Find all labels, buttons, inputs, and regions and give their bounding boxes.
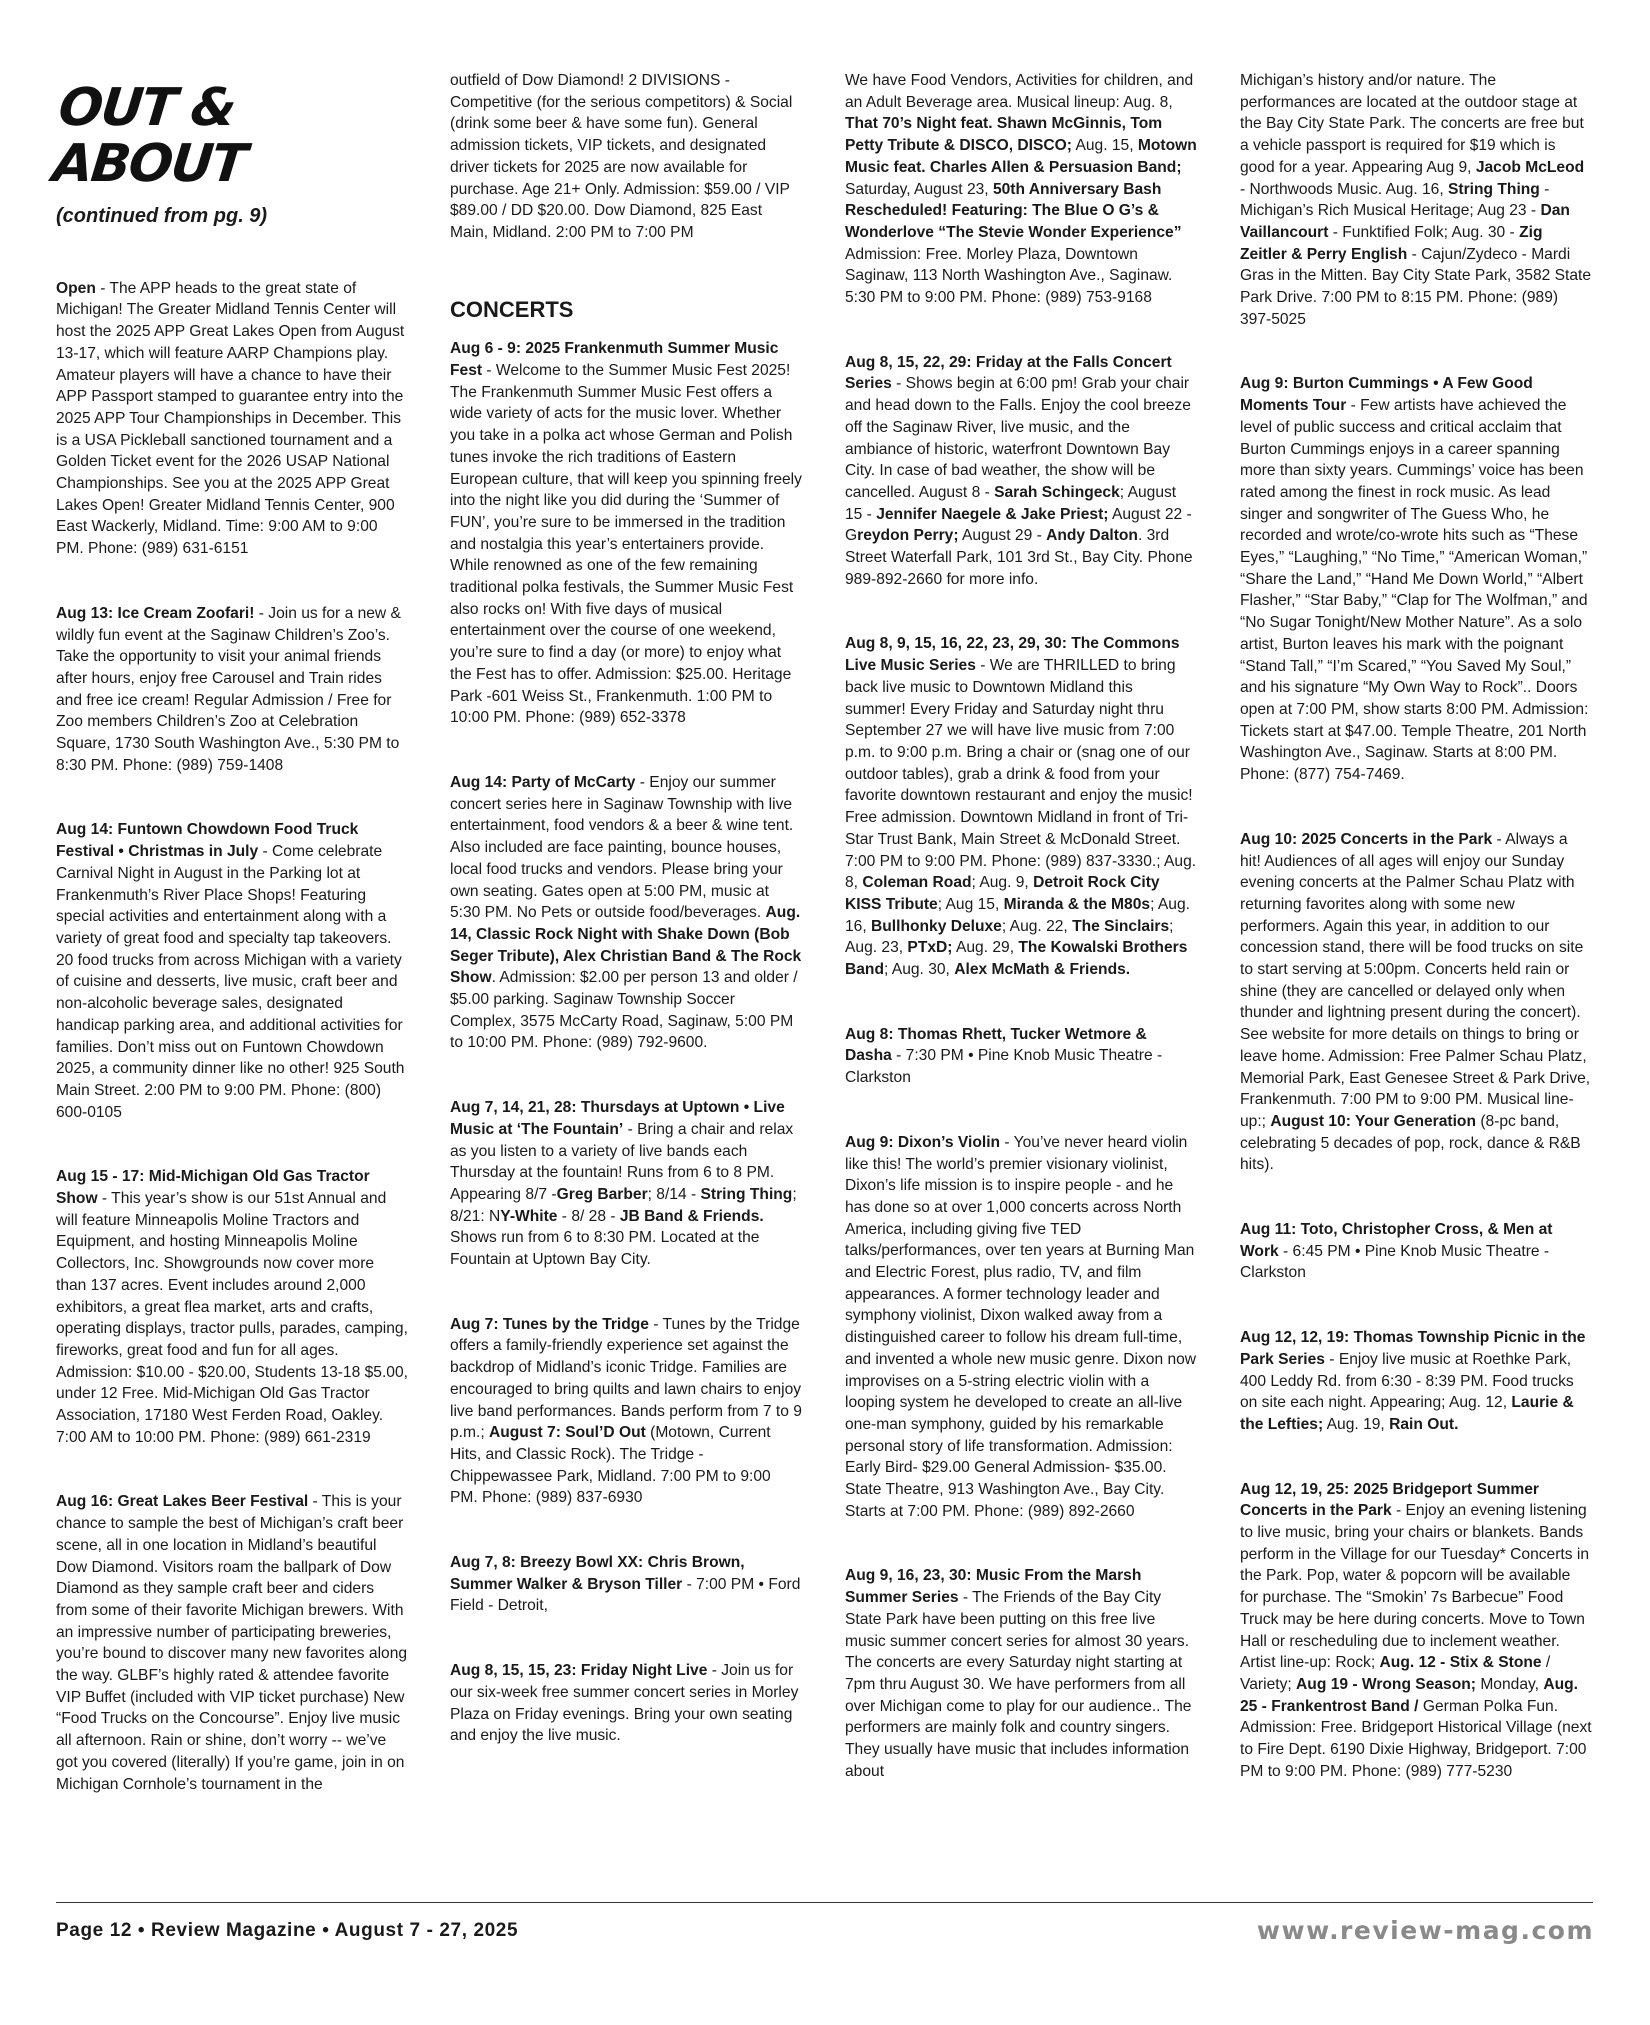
page-footer-info: Page 12 • Review Magazine • August 7 - 27, 2025 (56, 1920, 519, 1941)
event-title: That 70’s Night feat. Shawn McGinnis, Tom Petty Tribute & DISCO, DISCO; (845, 115, 1163, 155)
event-text: - 6:45 PM • Pine Knob Music Theatre - Clarkston (1240, 1242, 1550, 1282)
event-text: - Cajun/Zydeco - Mardi Gras in the Mitten. Bay City State Park, 3582 State Park Drive. 7:00 PM to 8:15 PM. Phone: (989) 397-5025 (1240, 245, 1592, 328)
event-title: Aug 19 - Wrong Season; (1296, 1676, 1476, 1693)
event-entry (845, 633, 1197, 980)
column-3 (845, 70, 1197, 1826)
event-entry (1240, 1327, 1592, 1436)
event-text: ; Aug. 9, (971, 874, 1034, 892)
event-text: (Motown, Current Hits, and Classic Rock). The Tridge - Chippewassee Park, Midland. 7:00 PM to 9:00 PM. Phone: (989) 837-6930 (450, 1424, 771, 1507)
event-title: Andy Dalton (1046, 527, 1138, 545)
event-entry (1240, 373, 1592, 785)
event-entry (56, 1166, 408, 1448)
event-title: Jennifer Naegele & Jake Priest; (876, 505, 1109, 523)
event-text: August 29 - (958, 527, 1047, 545)
event-title: 50th Anniversary Bash Rescheduled! Featuring: The Blue O G’s & Wonderlove “The Stevie Wonder Experience” (845, 180, 1182, 241)
event-title: Jacob McLeod (1475, 158, 1585, 176)
concert-list (845, 70, 1197, 1783)
event-text: ; 8/21: N (450, 1185, 797, 1225)
event-title: PTxD; (907, 939, 953, 957)
website-link[interactable]: www.review-mag.com (1256, 1916, 1594, 1945)
event-title: Aug 15 - 17: Mid-Michigan Old Gas Tractor Show (56, 1168, 370, 1208)
event-text: - Shows begin at 6:00 pm! Grab your chair and head down to the Falls. Enjoy the cool breeze off the Saginaw River, live music, and the ambiance of historic, waterfront Downtown Bay City. In case of bad weather, the show will be cancelled. August 8 - (845, 375, 1191, 501)
event-entry (450, 1097, 802, 1271)
event-text: / Variety; (1240, 1654, 1551, 1693)
concert-list (450, 338, 802, 1747)
event-title: Aug 12, 12, 19: Thomas Township Picnic in the Park Series (1240, 1329, 1586, 1368)
event-title: Alex McMath & Friends. (954, 961, 1131, 979)
event-text: - 7:00 PM • Ford Field - Detroit, (450, 1575, 801, 1615)
event-title: Aug 9: Dixon’s Violin (845, 1133, 1001, 1151)
event-text: - 7:30 PM • Pine Knob Music Theatre - Clarkston (845, 1047, 1163, 1087)
event-title: Bullhonky Deluxe (871, 917, 1002, 935)
event-text: Admission: Free. Morley Plaza, Downtown Saginaw, 113 North Washington Ave., Saginaw. 5:30 PM to 9:00 PM. Phone: (989) 753-9168 (845, 245, 1173, 307)
event-entry (1240, 1219, 1592, 1284)
event-text: ; Aug. 30, (883, 961, 955, 979)
event-entry (845, 1024, 1197, 1089)
event-title: Coleman Road (862, 874, 972, 892)
event-text: ; Aug 15, (937, 895, 1004, 913)
event-entry (845, 1132, 1197, 1523)
event-entry (450, 1314, 802, 1509)
event-text: - Tunes by the Tridge offers a family-friendly experience set against the backdrop of Midland’s iconic Tridge. Families are encouraged to bring quilts and lawn chairs to enjoy live band performances. Bands perform from 7 to 9 p.m.; (450, 1315, 802, 1442)
event-text: . 3rd Street Waterfall Park, 101 3rd St., Bay City. Phone 989-892-2660 for more info. (845, 527, 1193, 588)
event-title: Open (56, 279, 96, 297)
event-title: reydon Perry; (857, 527, 959, 545)
event-text: August 22 - G (845, 505, 1192, 545)
event-title: Aug 10: 2025 Concerts in the Park (1240, 830, 1493, 848)
event-text: - 8/ 28 - (557, 1207, 620, 1225)
event-text: ; Aug. 16, (845, 895, 1190, 935)
event-title: Aug 6 - 9: 2025 Frankenmuth Summer Music Fest (450, 340, 779, 380)
event-title: String Thing (1448, 180, 1540, 198)
event-title: Aug 13: Ice Cream Zoofari! (56, 604, 255, 622)
event-title: Aug 14: Party of McCarty (450, 773, 636, 791)
event-text: . Admission: $2.00 per person 13 and older / $5.00 parking. Saginaw Township Soccer Complex, 3575 McCarty Road, Saginaw, 5:00 PM to 10:00 PM. Phone: (989) 792-9600. (450, 969, 798, 1052)
event-title: The Sinclairs (1072, 917, 1170, 935)
continued-note: (continued from pg. 9) (56, 205, 268, 227)
event-entry (450, 772, 802, 1054)
event-text: - Funktified Folk; Aug. 30 - (1328, 223, 1520, 241)
event-title: Y-White (500, 1207, 558, 1225)
event-entry (450, 338, 802, 729)
event-text: (8-pc band, celebrating 5 decades of pop, rock, dance & R&B hits). (1240, 1112, 1581, 1174)
event-title: Aug 12, 19, 25: 2025 Bridgeport Summer Concerts in the Park (1240, 1480, 1539, 1520)
event-entry (56, 1491, 408, 1795)
event-entry (450, 70, 802, 244)
event-title: Aug. 14, Classic Rock Night with Shake Down (Bob Seger Tribute), Alex Christian Band & The Rock Show (450, 904, 802, 987)
event-entry (450, 1552, 802, 1617)
event-title: Aug 11: Toto, Christopher Cross, & Men at Work (1240, 1221, 1553, 1260)
event-text: ; August 15 - (845, 483, 1177, 523)
event-title: Aug 7, 14, 21, 28: Thursdays at Uptown • Live Music at ‘The Fountain’ (450, 1099, 785, 1138)
event-text: Michigan’s history and/or nature. The performances are located at the outdoor stage at the Bay City State Park. The concerts are free but a vehicle passport is required for $19 which is good for a year. Appearing Aug 9, (1240, 72, 1584, 176)
event-text: - Few artists have achieved the level of public success and critical acclaim that Burton Cummings enjoys in a career spanning more than sixty years. Cummings’ voice has been rated among the finest in rock music. As lead singer and songwriter of The Guess Who, he recorded and wrote/co-wrote hits such as “These Eyes,” “Laughing,” “No Time,” “American Woman,” “Share the Land,” “Hand Me Down World,” “Albert Flasher,” “Star Baby,” “Clap for The Wolfman,” and “No Sugar Tonight/New Mother Nature”. As a solo artist, Burton leaves his mark with the poignant “Stand Tall,” “I’m Scared,” “You Saved My Soul,” and his signature “My Own Way to Rock”.. Doors open at 7:00 PM, show starts 8:00 PM. Admission: Tickets start at $47.00. Temple Theatre, 201 North Washington Ave., Saginaw. Starts at 8:00 PM. Phone: (877) 754-7469. (1240, 397, 1589, 784)
event-text: - Northwoods Music. Aug. 16, (1240, 180, 1449, 198)
column-4 (1240, 70, 1592, 1826)
event-text: - Enjoy our summer concert series here in Saginaw Township with live entertainment, food vendors & a beer & wine tent. Also included are face painting, bounce houses, local food trucks and vendors. Please bring your own seating. Gates open at 5:00 PM, music at 5:30 PM. No Pets or outside food/beverages. (450, 773, 794, 922)
event-text: - You’ve never heard violin like this! The world’s premier visionary violinist, Dixon’s life mission is to inspire people - and he has done so at over 1,000 concerts across North America, including giving five TED talks/performances, over ten years at Burning Man and Electric Forest, plus radio, TV, and film appearances. A former technology leader and symphony violinist, Dixon walked away from a distinguished career to follow his dream full-time, and invented a whole new music genre. Dixon now improvises on a 5-string electric violin with a looping system he developed to create an all-live one-man symphony, guided by his remarkable personal story of life transformation. Admission: Early Bird- $29.00 General Admission- $35.00. State Theatre, 913 Washington Ave., Bay City. Starts at 7:00 PM. Phone: (989) 892-2660 (845, 1133, 1197, 1520)
event-text: Aug. 15, (1072, 137, 1138, 155)
event-text: - This year’s show is our 51st Annual and will feature Minneapolis Moline Tractors and Equipment, and hosting Minneapolis Moline Collectors, Inc. Showgrounds now cover more than 137 acres. Event includes around 2,000 exhibitors, a great flea market, arts and crafts, operating displays, tractor pulls, parades, camping, fireworks, great food and fun for all ages. Admission: $10.00 - $20.00, Students 13-18 $5.00, under 12 Free. Mid-Michigan Old Gas Tractor Association, 17180 West Ferden Road, Oakley. 7:00 AM to 10:00 PM. Phone: (989) 661-2319 (56, 1190, 408, 1446)
event-text: - Come celebrate Carnival Night in August in the Parking lot at Frankenmuth’s River Place Shops! Featuring special activities and entertainment along with a variety of great food and specialty tap takeovers. 20 food trucks from across Michigan with a variety of cuisine and desserts, live music, craft beer and non-alcoholic beverage sales, designated handicap parking area, and additional activities for families. Don’t miss out on Funtown Chowdown 2025, a community dinner like no other! 925 South Main Street. 2:00 PM to 9:00 PM. Phone: (800) 600-0105 (56, 843, 405, 1121)
event-text: Aug. 29, (952, 939, 1019, 957)
section-masthead: OUT & ABOUT (49, 78, 248, 194)
event-entry (56, 278, 408, 560)
event-text: - The Friends of the Bay City State Park have been putting on this free live music summer concert series for almost 30 years. The concerts are every Saturday night starting at 7pm thru August 30. We have performers from all over Michigan come to play for our audience.. The performers are mainly folk and country singers. They usually have music that includes information about (845, 1589, 1192, 1780)
event-title: Detroit Rock City KISS Tribute (845, 874, 1160, 913)
event-text: - We are THRILLED to bring back live music to Downtown Midland this summer! Every Friday and Saturday night thru September 27 we will have live music from 7:00 p.m. to 9:00 p.m. Bring a chair or (snag one of our outdoor tables), grab a drink & food from your favorite downtown restaurant and enjoy the music! Free admission. Downtown Midland in front of Tri-Star Trust Bank, Main Street & McDonald Street. 7:00 PM to 9:00 PM. Phone: (989) 837-3330.; Aug. 8, (845, 657, 1197, 892)
event-text: ; Aug. 22, (1001, 917, 1073, 935)
event-text: - This is your chance to sample the best of Michigan’s craft beer scene, all in one location in Midland’s beautiful Dow Diamond. Visitors roam the ballpark of Dow Diamond as they sample craft beer and ciders from some of their favorite Michigan brewers. With an impressive number of participating breweries, you’re bound to discover many new favorites along the way. GLBF’s highly rated & attendee favorite VIP Buffet (included with VIP ticket purchase) New “Food Trucks on the Concourse”. Enjoy live music all afternoon. Rain or shine, don’t worry -- we’ve got you covered (literally) If you’re game, join in on Michigan Cornhole’s tournament in the (56, 1493, 408, 1793)
event-entry (1240, 829, 1592, 1176)
concerts-heading: CONCERTS (450, 296, 574, 322)
event-title: Greg Barber (556, 1185, 648, 1203)
event-entry (845, 352, 1197, 591)
event-text: ; 8/14 - (647, 1185, 701, 1203)
event-title: August 10: Your Generation (1270, 1112, 1476, 1130)
event-title: Rain Out. (1389, 1415, 1459, 1433)
event-text: We have Food Vendors, Activities for children, and an Adult Beverage area. Musical lineup: Aug. 8, (845, 72, 1194, 111)
event-entry (1240, 1479, 1592, 1783)
event-title: Aug 8, 15, 15, 23: Friday Night Live (450, 1662, 708, 1680)
event-text: Aug. 19, (1323, 1415, 1390, 1433)
event-title: Aug 8: Thomas Rhett, Tucker Wetmore & Dasha (845, 1025, 1147, 1065)
event-title: Dan Vaillancourt (1240, 202, 1570, 241)
event-title: Aug. 25 - Frankentrost Band / (1240, 1676, 1578, 1715)
column-2 (450, 70, 802, 1790)
event-title: String Thing (700, 1185, 793, 1203)
event-title: August 7: Soul’D Out (489, 1424, 646, 1442)
event-entry (1240, 70, 1592, 330)
event-text: - Join us for our six-week free summer concert series in Morley Plaza on Friday evenings. Bring your own seating and enjoy the live music. (450, 1662, 799, 1745)
event-text: - Bring a chair and relax as you listen to a variety of live bands each Thursday at the fountain! Runs from 6 to 8 PM. Appearing 8/7 - (450, 1120, 794, 1203)
event-title: Aug 7: Tunes by the Tridge (450, 1315, 649, 1333)
event-list-continued (450, 70, 802, 244)
event-text: - Enjoy an evening listening to live music, bring your chairs or blankets. Bands perform in the Village for our Tuesday* Concerts in the Park. Pop, water & popcorn will be available for purchase. The “Smokin’ 7s Barbecue” Food Truck may be here during concerts. Move to Town Hall or rescheduling due to inclement weather. Artist line-up: Rock; (1240, 1502, 1590, 1672)
event-title: Aug 8, 9, 15, 16, 22, 23, 29, 30: The Commons Live Music Series (845, 635, 1180, 675)
event-text: - The APP heads to the great state of Michigan! The Greater Midland Tennis Center will host the 2025 APP Great Lakes Open from August 13-17, which will feature AARP Champions play. Amateur players will have a chance to have their APP Passport stamped to guarantee entry into the 2025 APP Tour Championships in December. This is a USA Pickleball sanctioned tournament and a Golden Ticket event for the 2026 USAP National Championships. See you at the 2025 APP Great Lakes Open! Greater Midland Tennis Center, 900 East Wackerly, Midland. Time: 9:00 AM to 9:00 PM. Phone: (989) 631-6151 (56, 279, 405, 558)
event-title: Zig Zeitler & Perry English (1240, 223, 1543, 263)
event-title: Laurie & the Lefties; (1240, 1394, 1574, 1433)
event-text: - Join us for a new & wildly fun event at the Saginaw Children’s Zoo’s. Take the opportunity to visit your animal friends after hours, enjoy free Carousel and Train rides and free ice cream! Regular Admission / Free for Zoo members Children’s Zoo at Celebration Square, 1730 South Washington Ave., 5:30 PM to 8:30 PM. Phone: (989) 759-1408 (56, 604, 401, 774)
event-text: - Michigan’s Rich Musical Heritage; Aug 23 - (1240, 180, 1550, 220)
concert-list (1240, 70, 1592, 1783)
column-1 (49, 70, 408, 1838)
event-title: Aug 9, 16, 23, 30: Music From the Marsh Summer Series (845, 1567, 1142, 1607)
event-title: Motown Music feat. Charles Allen & Persuasion Band; (845, 137, 1197, 176)
event-title: Aug 8, 15, 22, 29: Friday at the Falls Concert Series (845, 353, 1172, 393)
event-text: - Always a hit! Audiences of all ages will enjoy our Sunday evening concerts at the Palmer Schau Platz with returning favorites along with some new performers. Again this year, in addition to our concession stand, there will be food trucks on site to start serving at 5:00pm. Concerts held rain or shine (they are cancelled or delayed only when thunder and lightning present during the concert). See website for more details on things to bring or leave home. Admission: Free Palmer Schau Platz, Memorial Park, East Genesee Street & Park Drive, Frankenmuth. 7:00 PM to 9:00 PM. Musical line-up:; (1240, 830, 1591, 1130)
event-title: JB Band & Friends. (619, 1207, 764, 1225)
event-text: - Enjoy live music at Roethke Park, 400 Leddy Rd. from 6:30 - 8:39 PM. Food trucks on site each night. Appearing; Aug. 12, (1240, 1350, 1574, 1412)
event-title: Aug 16: Great Lakes Beer Festival (56, 1493, 309, 1511)
event-text: German Polka Fun. Admission: Free. Bridgeport Historical Village (next to Fire Dept. 6190 Dixie Highway, Bridgeport. 7:00 PM to 9:00 PM. Phone: (989) 777-5230 (1240, 1697, 1592, 1780)
event-text: Saturday, August 23, (845, 180, 993, 198)
event-text: Monday, (1475, 1676, 1544, 1693)
event-text: Shows run from 6 to 8:30 PM. Located at the Fountain at Uptown Bay City. (450, 1229, 760, 1269)
event-title: The Kowalski Brothers Band (845, 939, 1188, 979)
event-text: ; Aug. 23, (845, 917, 1174, 957)
event-entry (845, 1565, 1197, 1782)
event-list (56, 278, 408, 1796)
event-title: Aug 14: Funtown Chowdown Food Truck Festival • Christmas in July (56, 821, 359, 861)
event-title: Miranda & the M80s (1003, 895, 1151, 913)
event-title: Sarah Schingeck (994, 483, 1120, 501)
event-text: - Welcome to the Summer Music Fest 2025! The Frankenmuth Summer Music Fest offers a wide variety of acts for the music lover. Whether you take in a polka act whose German and Polish tunes invoke the rich traditions of Eastern European culture, that will keep you spinning freely into the night like you did during the ‘Summer of FUN’, you’re sure to be immersed in the tradition and nostalgia this year’s entertainers provide. While renowned as one of the few remaining traditional polka festivals, the Summer Music Fest also rocks on! With five days of musical entertainment over the course of one weekend, you’re sure to find a day (or more) to enjoy what the Fest has to offer. Admission: $25.00. Heritage Park -601 Weiss St., Frankenmuth. 1:00 PM to 10:00 PM. Phone: (989) 652-3378 (450, 362, 802, 727)
event-entry (56, 603, 408, 777)
event-title: Aug 9: Burton Cummings • A Few Good Moments Tour (1240, 375, 1533, 415)
event-title: Aug 7, 8: Breezy Bowl XX: Chris Brown, Summer Walker & Bryson Tiller (450, 1554, 745, 1593)
event-entry (845, 70, 1197, 309)
event-entry (450, 1660, 802, 1747)
event-text: outfield of Dow Diamond! 2 DIVISIONS - Competitive (for the serious competitors) & Social (drink some beer & have some fun). General admission tickets, VIP tickets, and designated driver tickets for 2025 are now available for purchase. Age 21+ Only. Admission: $59.00 / VIP $89.00 / DD $20.00. Dow Diamond, 825 East Main, Midland. 2:00 PM to 7:00 PM (450, 72, 793, 241)
footer-divider (56, 1902, 1593, 1903)
event-title: Aug. 12 - Stix & Stone (1379, 1654, 1542, 1672)
event-entry (56, 819, 408, 1123)
